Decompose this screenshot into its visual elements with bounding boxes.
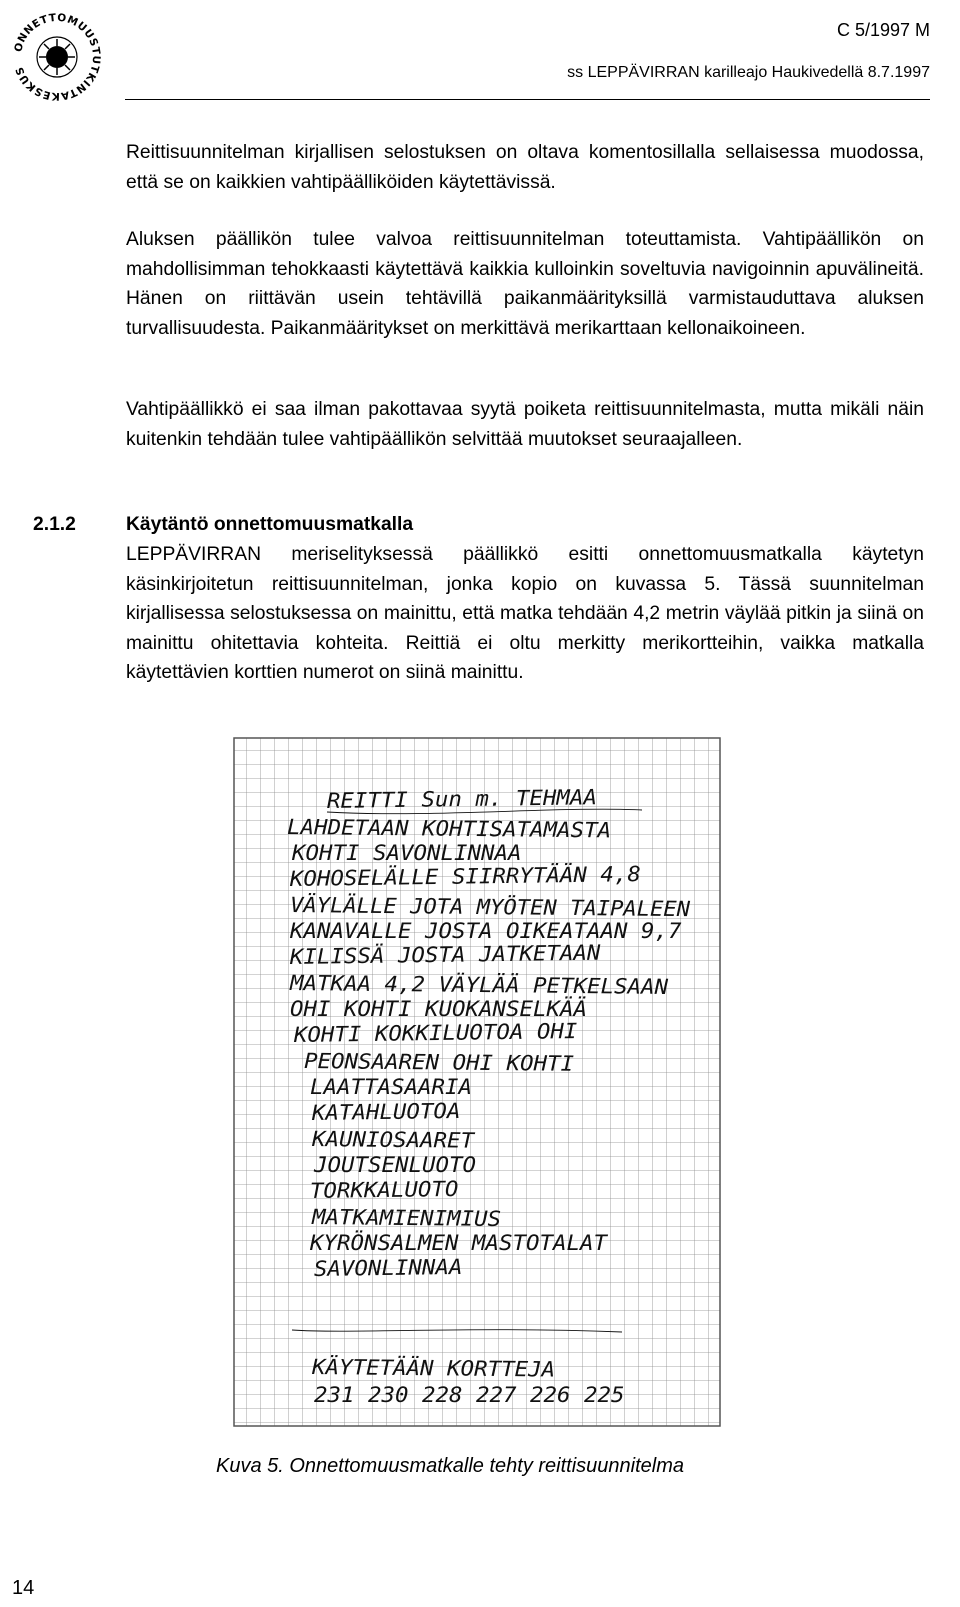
handwritten-line: KYRÖNSALMEN MASTOTALAT xyxy=(310,1231,589,1255)
handwritten-line: KILISSÄ JOSTA JATKETAAN xyxy=(289,940,581,969)
handwritten-line: KOHTI KOKKILUOTOA OHI xyxy=(293,1019,560,1047)
handwritten-line: KOHOSELÄLLE SIIRRYTÄÄN 4,8 xyxy=(289,862,619,891)
paragraph-3: Vahtipäällikkö ei saa ilman pakottavaa syytä poiketa reittisuunnitelmasta, mutta mikäli näin kuitenkin tehdään tulee vahtipäällikön selvittää muutokset seuraajalleen. xyxy=(126,399,924,450)
logo-emblem xyxy=(4,4,110,110)
paragraph-1: Reittisuunnitelman kirjallisen selostuksen on oltava komentosillalla sellaisessa muodossa, että se on kaikkien vahtipäälliköiden käytettävissä. xyxy=(126,142,924,193)
section-title: Käytäntö onnettomuusmatkalla xyxy=(126,514,414,535)
handwritten-line: PEONSAAREN OHI KOHTI xyxy=(303,1049,558,1076)
section-body: LEPPÄVIRRAN meriselityksessä päällikkö esitti onnettomuusmatkalla käytetyn käsinkirjoitetun reittisuunnitelman, jonka kopio on kuvassa 5. Tässä suunnitelman kirjallisessa selostuksessa on mainittu, että matka tehdään 4,2 metrin väylää pitkin ja siinä on mainittu ohitettavia kohteita. Reittiä ei oltu merkitty merikortteihin, vaikka matkalla käytettävien korttien numerot on siinä mainittu. xyxy=(126,544,924,683)
handwritten-line: SAVONLINNAA xyxy=(313,1255,454,1281)
page-number: 14 xyxy=(12,1577,35,1599)
handwritten-line: MATKAMIENIMIUS xyxy=(311,1205,490,1231)
handwritten-line: MATKAA 4,2 VÄYLÄÄ PETKELSAAN xyxy=(289,971,645,999)
handwritten-line: KÄYTETÄÄN KORTTEJA xyxy=(311,1355,540,1382)
document-code: C 5/1997 M xyxy=(836,20,930,40)
header-divider xyxy=(125,99,930,100)
svg-text:ONNETTOMUUSTUTKINTAKESKUS: ONNETTOMUUSTUTKINTAKESKUS xyxy=(12,11,103,103)
handwritten-line: LAHDETAAN KOHTISATAMASTA xyxy=(286,815,591,843)
handwritten-line: KATAHLUOTOA xyxy=(311,1099,452,1125)
section-number: 2.1.2 xyxy=(33,514,76,535)
handwritten-line: LAATTASAARIA xyxy=(310,1075,472,1099)
handwritten-line: KOHTI SAVONLINNAA xyxy=(290,841,522,865)
handwritten-line: TORKKALUOTO xyxy=(309,1177,450,1203)
paragraph-2: Aluksen päällikön tulee valvoa reittisuunnitelman toteuttamista. Vahtipäällikön on mahdollisimman tehokkaasti käytettävä kaikkia kulloinkin soveltuvia navigoinnin apuvälineitä. Hänen on riittävän usein tehtävillä paikanmäärityksillä varmistauduttava aluksen turvallisuudesta. Paikanmääritykset on merkittävä merikarttaan kellonaikoineen. xyxy=(126,229,924,339)
handwritten-line: VÄYLÄLLE JOTA MYÖTEN TAIPALEEN xyxy=(289,893,670,921)
handwritten-line: 231 230 228 227 226 225 xyxy=(314,1383,625,1407)
handwritten-line: OHI KOHTI KUOKANSELKÄÄ xyxy=(290,997,569,1021)
handwritten-line: KANAVALLE JOSTA OIKEATAAN 9,7 xyxy=(288,919,682,943)
handwritten-line: REITTI Sun m. TEHMAA xyxy=(326,785,580,813)
handwritten-line: JOUTSENLUOTO xyxy=(312,1153,476,1177)
figure-caption: Kuva 5. Onnettomuusmatkalle tehty reittisuunnitelma xyxy=(216,1455,685,1477)
handwritten-route-plan-figure xyxy=(232,736,722,1428)
document-title: ss LEPPÄVIRRAN karilleajo Haukivedellä 8.7.1997 xyxy=(567,64,930,81)
handwritten-line: KAUNIOSAARET xyxy=(311,1127,464,1153)
